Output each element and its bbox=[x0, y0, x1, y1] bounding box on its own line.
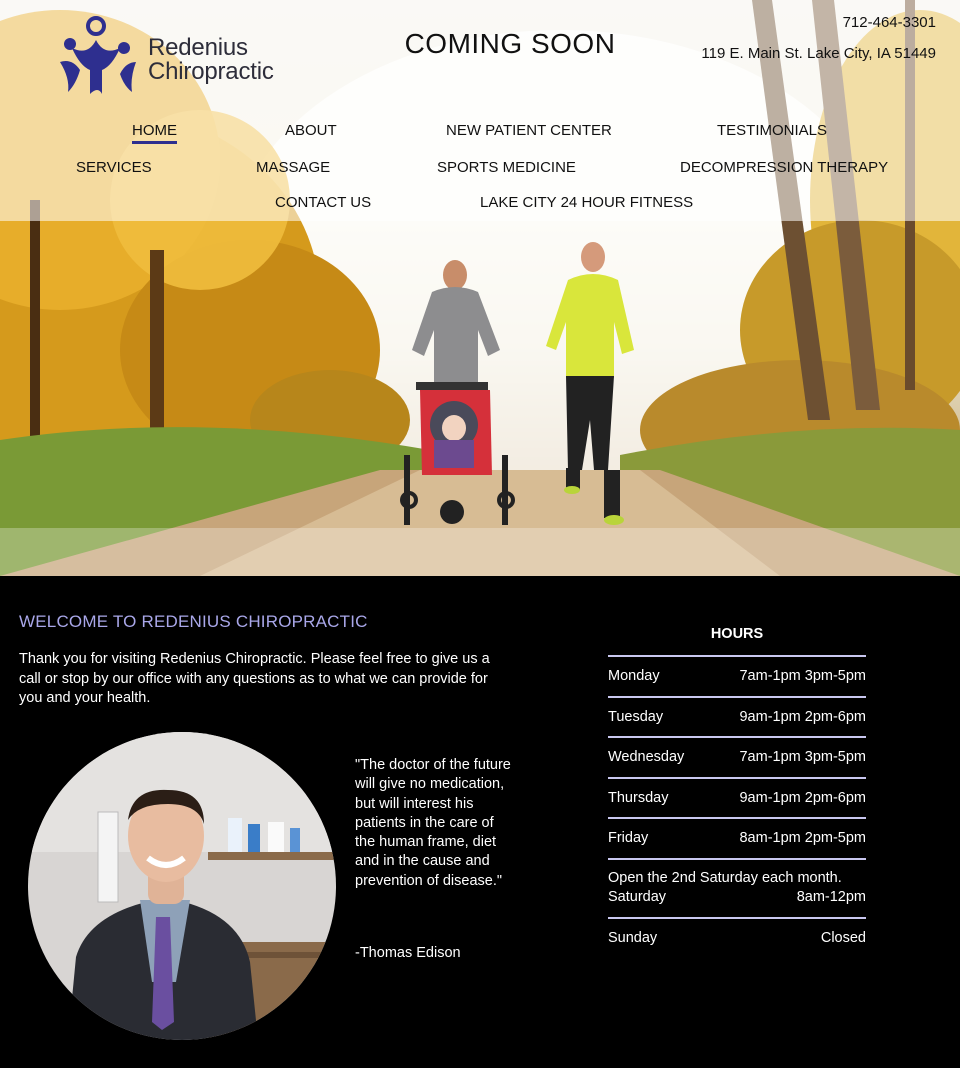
hours-day: Sunday bbox=[608, 929, 658, 946]
hours-row-wednesday bbox=[608, 736, 866, 777]
hours-row-tuesday bbox=[608, 696, 866, 737]
doctor-portrait bbox=[28, 732, 336, 1040]
nav-services[interactable]: SERVICES bbox=[76, 159, 152, 176]
hours-time: 7am-1pm 3pm-5pm bbox=[739, 749, 866, 766]
welcome-heading: WELCOME TO REDENIUS CHIROPRACTIC bbox=[19, 612, 368, 631]
nav-massage[interactable]: MASSAGE bbox=[256, 159, 331, 176]
nav-new-patient-center[interactable]: NEW PATIENT CENTER bbox=[446, 122, 612, 139]
edison-quote: "The doctor of the future will give no medication, but will interest his patients in the care of the human frame, diet and in the cause and prevention of disease." bbox=[355, 757, 511, 889]
doctor-photo bbox=[28, 732, 336, 1040]
nav-about[interactable]: ABOUT bbox=[285, 122, 337, 139]
nav-decompression-therapy[interactable]: DECOMPRESSION THERAPY bbox=[680, 159, 889, 176]
coming-soon-heading: COMING SOON bbox=[404, 28, 616, 59]
hours-day: Monday bbox=[608, 668, 660, 685]
hours-time: 9am-1pm 2pm-6pm bbox=[739, 789, 866, 806]
hours-heading: HOURS bbox=[710, 626, 764, 642]
hours-day: Tuesday bbox=[608, 708, 664, 725]
hours-time: 8am-1pm 2pm-5pm bbox=[739, 830, 866, 847]
logo[interactable] bbox=[58, 14, 298, 100]
hours-day: Thursday bbox=[608, 789, 669, 806]
hours-row-thursday bbox=[608, 777, 866, 818]
nav-lake-city-24-hour-fitness[interactable]: LAKE CITY 24 HOUR FITNESS bbox=[480, 194, 694, 211]
hours-time: 7am-1pm 3pm-5pm bbox=[739, 668, 866, 685]
logo-line-1: Redenius bbox=[148, 34, 248, 61]
hours-row-sunday bbox=[608, 917, 866, 958]
logo-text bbox=[148, 36, 274, 84]
nav-testimonials[interactable]: TESTIMONIALS bbox=[717, 122, 828, 139]
hours-time: 9am-1pm 2pm-6pm bbox=[739, 708, 866, 725]
welcome-text: Thank you for visiting Redenius Chiropractic. Please feel free to give us a call or stop by our office with any questions as to what we can provide for you and your health. bbox=[19, 651, 490, 706]
logo-figures-icon bbox=[58, 14, 144, 100]
hours-row-monday bbox=[608, 655, 866, 696]
hours-day: Saturday bbox=[608, 888, 667, 905]
quote-author: -Thomas Edison bbox=[355, 945, 461, 961]
hero-bottom-overlay bbox=[0, 528, 960, 576]
nav-contact-us[interactable]: CONTACT US bbox=[275, 194, 372, 211]
hours-day: Wednesday bbox=[608, 749, 685, 766]
hours-day: Friday bbox=[608, 830, 649, 847]
address: 119 E. Main St. Lake City, IA 51449 bbox=[701, 45, 936, 62]
logo-line-2: Chiropractic bbox=[148, 58, 274, 85]
hours-row-friday bbox=[608, 817, 866, 858]
hours-table bbox=[608, 655, 866, 957]
phone-number[interactable]: 712-464-3301 bbox=[842, 14, 936, 31]
hours-time: Closed bbox=[820, 929, 866, 946]
nav-sports-medicine[interactable]: SPORTS MEDICINE bbox=[437, 159, 576, 176]
hours-time: 8am-12pm bbox=[796, 888, 866, 905]
hours-row-saturday bbox=[608, 858, 866, 917]
nav-home[interactable]: HOME bbox=[132, 122, 177, 144]
saturday-note: Open the 2nd Saturday each month. bbox=[608, 869, 842, 886]
